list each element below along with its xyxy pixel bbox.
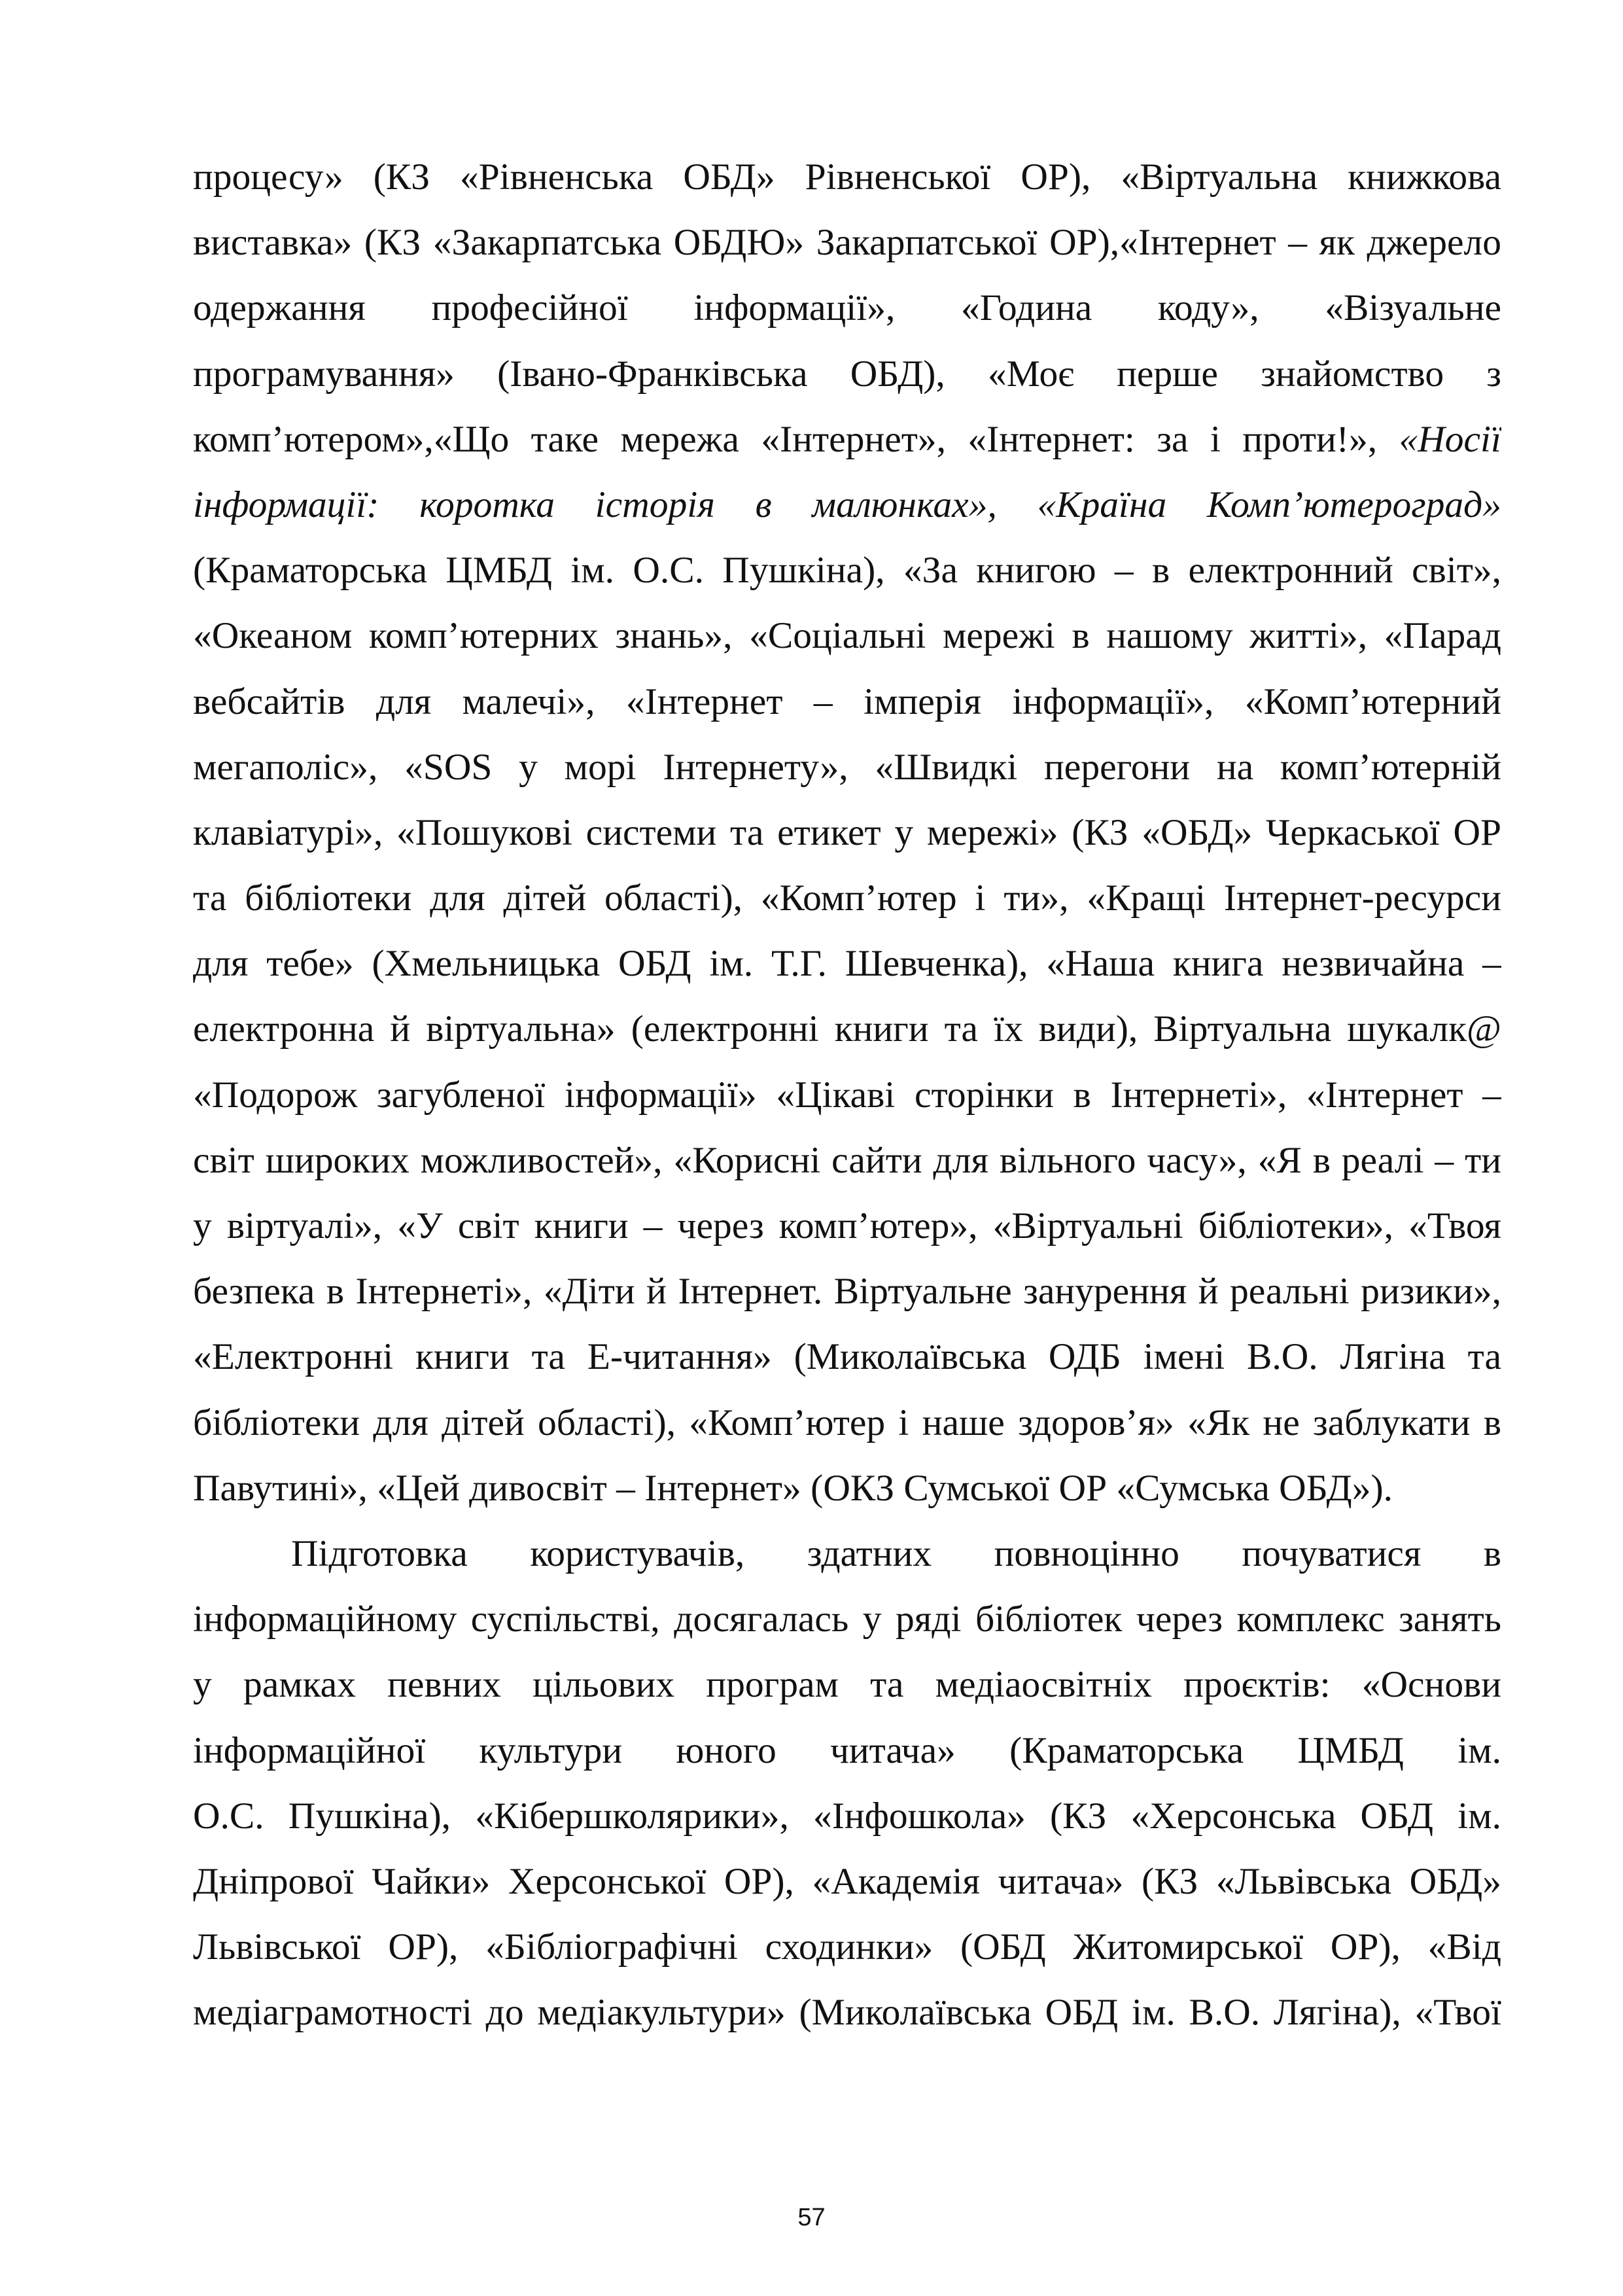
text-line: [193, 931, 1501, 997]
text-run: Підготовка користувачів, здатних повноцінно почуватися в: [291, 1532, 1501, 1574]
text-run: Павутині», «Цей дивосвіт – Інтернет» (ОКЗ Сумської ОР «Сумська ОБД»).: [193, 1467, 1393, 1509]
text-run: «Електронні книги та Е-читання» (Миколаївська ОДБ імені В.О. Лягіна та: [193, 1336, 1501, 1378]
text-line: [193, 145, 1501, 210]
text-line: [193, 1718, 1501, 1784]
text-run: та бібліотеки для дітей області), «Комп’ютер і ти», «Кращі Інтернет-ресурси: [193, 877, 1501, 919]
text-run: «Океаном комп’ютерних знань», «Соціальні мережі в нашому житті», «Парад: [193, 615, 1501, 657]
text-line: [193, 1063, 1501, 1128]
text-run: медіаграмотності до медіакультури» (Миколаївська ОБД ім. В.О. Лягіна), «Твої: [193, 1992, 1501, 2034]
text-run: електронна й віртуальна» (електронні книги та їх види), Віртуальна шукалк@: [193, 1008, 1501, 1050]
text-run: «Подорож загубленої інформації» «Цікаві сторінки в Інтернеті», «Інтернет –: [193, 1074, 1501, 1116]
text-run: у віртуалі», «У світ книги – через комп’ютер», «Віртуальні бібліотеки», «Твоя: [193, 1205, 1501, 1246]
text-run: (Краматорська ЦМБД ім. О.С. Пушкіна), «За книгою – в електронний світ»,: [193, 550, 1501, 592]
text-run: клавіатурі», «Пошукові системи та етикет у мережі» (КЗ «ОБД» Черкаської ОР: [193, 811, 1501, 853]
text-line: [193, 407, 1501, 472]
paragraph-2: [193, 1521, 1501, 2046]
text-line: [193, 735, 1501, 800]
text-line: [193, 1128, 1501, 1193]
text-run: бібліотеки для дітей області), «Комп’ютер і наше здоров’я» «Як не заблукати в: [193, 1402, 1501, 1443]
body-text: [193, 145, 1501, 2045]
text-line: [193, 275, 1501, 341]
text-run: комп’ютером»,«Що таке мережа «Інтернет», «Інтернет: за і проти!»,: [193, 418, 1399, 460]
text-run: О.С. Пушкіна), «Кібершколярики», «Інфошкола» (КЗ «Херсонська ОБД ім.: [193, 1795, 1501, 1837]
text-run: вебсайтів для малечі», «Інтернет – імперія інформації», «Комп’ютерний: [193, 680, 1501, 722]
text-run: інформаційної культури юного читача» (Краматорська ЦМБД ім.: [193, 1729, 1501, 1771]
text-run: Львівської ОР), «Бібліографічні сходинки» (ОБД Житомирської ОР), «Від: [193, 1926, 1501, 1968]
text-line: [193, 1259, 1501, 1324]
text-run: Дніпрової Чайки» Херсонської ОР), «Академія читача» (КЗ «Львівська ОБД»: [193, 1860, 1501, 1902]
text-run: мегаполіс», «SOS у морі Інтернету», «Швидкі перегони на комп’ютерній: [193, 746, 1501, 788]
text-run: для тебе» (Хмельницька ОБД ім. Т.Г. Шевченка), «Наша книга незвичайна –: [193, 943, 1501, 985]
page-number: 57: [797, 2204, 826, 2231]
text-line: [193, 1587, 1501, 1652]
text-line: [193, 1915, 1501, 1980]
text-run: програмування» (Івано-Франківська ОБД), «Моє перше знайомство з: [193, 353, 1501, 395]
italic-text-run: інформації: коротка історія в малюнках», «Країна Комп’ютероград»: [193, 484, 1501, 525]
text-run: інформаційному суспільстві, досягалась у ряді бібліотек через комплекс занять: [193, 1598, 1501, 1640]
text-line: [193, 866, 1501, 931]
text-run: світ широких можливостей», «Корисні сайти для вільного часу», «Я в реалі – ти: [193, 1139, 1501, 1181]
text-line: [193, 1324, 1501, 1390]
text-line: [193, 210, 1501, 275]
text-line: [193, 603, 1501, 669]
text-line: [193, 1980, 1501, 2045]
text-run: безпека в Інтернеті», «Діти й Інтернет. Віртуальне занурення й реальні ризики»,: [193, 1271, 1501, 1313]
text-line: [193, 1849, 1501, 1915]
text-run: одержання професійної інформації», «Година коду», «Візуальне: [193, 287, 1501, 329]
text-line: [193, 342, 1501, 407]
text-run: виставка» (КЗ «Закарпатська ОБДЮ» Закарпатської ОР),«Інтернет – як джерело: [193, 222, 1501, 264]
text-line: [193, 1652, 1501, 1718]
text-run: процесу» (КЗ «Рівненська ОБД» Рівненської ОР), «Віртуальна книжкова: [193, 156, 1501, 198]
paragraph-1: [193, 145, 1501, 1521]
italic-text-run: «Носії: [1399, 418, 1501, 460]
text-line: [193, 1784, 1501, 1849]
text-line: [193, 800, 1501, 866]
text-line: [193, 1456, 1501, 1521]
text-line: [193, 1521, 1501, 1587]
text-line: [193, 997, 1501, 1062]
text-line: [193, 472, 1501, 538]
text-line: [193, 538, 1501, 603]
text-line: [193, 1390, 1501, 1456]
text-line: [193, 669, 1501, 735]
text-line: [193, 1193, 1501, 1259]
text-run: у рамках певних цільових програм та медіаосвітніх проєктів: «Основи: [193, 1664, 1501, 1706]
